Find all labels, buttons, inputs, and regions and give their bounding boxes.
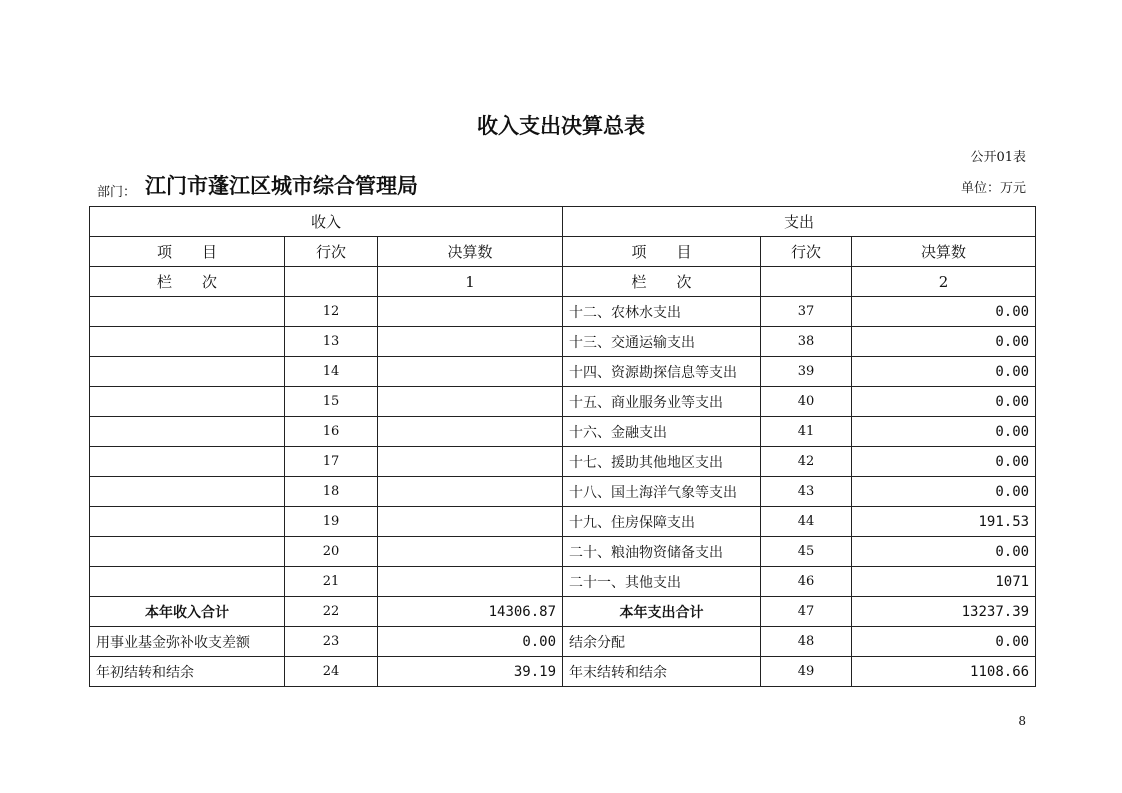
income-item-cell: 年初结转和结余 — [90, 657, 285, 687]
income-item-cell: 用事业基金弥补收支差额 — [90, 627, 285, 657]
income-item-cell — [90, 417, 285, 447]
expense-amount-cell: 1108.66 — [852, 657, 1036, 687]
empty-cell — [761, 267, 852, 297]
income-row-number: 23 — [285, 627, 378, 657]
table-row — [90, 327, 1036, 357]
income-amount-cell — [378, 447, 563, 477]
income-item-cell — [90, 297, 285, 327]
expense-item-cell: 年末结转和结余 — [563, 657, 761, 687]
table-row — [90, 567, 1036, 597]
income-amount-cell — [378, 477, 563, 507]
income-amount-cell — [378, 357, 563, 387]
expense-row-number: 41 — [761, 417, 852, 447]
expense-item-cell: 二十、粮油物资储备支出 — [563, 537, 761, 567]
income-amount-cell: 39.19 — [378, 657, 563, 687]
income-section-header: 收入 — [90, 207, 563, 237]
expense-column-label: 栏 次 — [563, 267, 761, 297]
expense-amount-cell: 0.00 — [852, 357, 1036, 387]
table-row — [90, 597, 1036, 627]
income-amount-header: 决算数 — [378, 237, 563, 267]
expense-amount-cell: 0.00 — [852, 627, 1036, 657]
expense-row-number: 37 — [761, 297, 852, 327]
income-item-cell — [90, 387, 285, 417]
expense-row-number: 43 — [761, 477, 852, 507]
expense-item-cell: 十七、援助其他地区支出 — [563, 447, 761, 477]
table-row — [90, 357, 1036, 387]
income-row-number: 22 — [285, 597, 378, 627]
income-amount-cell: 0.00 — [378, 627, 563, 657]
income-item-cell — [90, 327, 285, 357]
income-item-cell — [90, 477, 285, 507]
expense-item-cell: 结余分配 — [563, 627, 761, 657]
header-row-sections — [90, 207, 1036, 237]
table-row — [90, 627, 1036, 657]
expense-amount-cell: 0.00 — [852, 327, 1036, 357]
header-row-columns — [90, 237, 1036, 267]
income-row-number: 17 — [285, 447, 378, 477]
expense-row-number: 42 — [761, 447, 852, 477]
income-row-no-header: 行次 — [285, 237, 378, 267]
expense-item-cell: 十四、资源勘探信息等支出 — [563, 357, 761, 387]
department-label: 部门： — [97, 185, 137, 200]
expense-row-number: 48 — [761, 627, 852, 657]
page-title: 收入支出决算总表 — [477, 114, 645, 138]
income-item-cell — [90, 447, 285, 477]
table-row — [90, 537, 1036, 567]
income-row-number: 24 — [285, 657, 378, 687]
page-number: 8 — [1018, 714, 1026, 728]
income-row-number: 18 — [285, 477, 378, 507]
expense-amount-cell: 0.00 — [852, 447, 1036, 477]
department-name: 江门市蓬江区城市综合管理局 — [145, 174, 418, 198]
expense-amount-cell: 0.00 — [852, 297, 1036, 327]
income-item-cell: 本年收入合计 — [90, 597, 285, 627]
income-row-number: 13 — [285, 327, 378, 357]
income-item-cell — [90, 537, 285, 567]
expense-row-number: 39 — [761, 357, 852, 387]
income-column-label: 栏 次 — [90, 267, 285, 297]
table-row — [90, 477, 1036, 507]
income-amount-cell — [378, 387, 563, 417]
expense-amount-header: 决算数 — [852, 237, 1036, 267]
expense-item-cell: 二十一、其他支出 — [563, 567, 761, 597]
expense-item-cell: 十九、住房保障支出 — [563, 507, 761, 537]
header-row-column-numbers — [90, 267, 1036, 297]
income-item-header: 项 目 — [90, 237, 285, 267]
table-row — [90, 387, 1036, 417]
expense-amount-cell: 191.53 — [852, 507, 1036, 537]
expense-item-cell: 本年支出合计 — [563, 597, 761, 627]
income-item-cell — [90, 507, 285, 537]
income-row-number: 12 — [285, 297, 378, 327]
income-row-number: 15 — [285, 387, 378, 417]
income-amount-cell — [378, 417, 563, 447]
income-column-number: 1 — [378, 267, 563, 297]
income-amount-cell — [378, 537, 563, 567]
expense-amount-cell: 1071 — [852, 567, 1036, 597]
budget-summary-table — [89, 206, 1036, 687]
expense-row-number: 44 — [761, 507, 852, 537]
expense-row-number: 45 — [761, 537, 852, 567]
income-row-number: 20 — [285, 537, 378, 567]
expense-column-number: 2 — [852, 267, 1036, 297]
income-row-number: 19 — [285, 507, 378, 537]
income-row-number: 16 — [285, 417, 378, 447]
expense-row-number: 47 — [761, 597, 852, 627]
expense-row-number: 38 — [761, 327, 852, 357]
form-code: 公开01表 — [970, 150, 1026, 165]
expense-amount-cell: 0.00 — [852, 387, 1036, 417]
expense-amount-cell: 13237.39 — [852, 597, 1036, 627]
expense-item-cell: 十三、交通运输支出 — [563, 327, 761, 357]
empty-cell — [285, 267, 378, 297]
income-row-number: 21 — [285, 567, 378, 597]
table-row — [90, 297, 1036, 327]
income-amount-cell — [378, 567, 563, 597]
expense-row-no-header: 行次 — [761, 237, 852, 267]
table-row — [90, 447, 1036, 477]
expense-amount-cell: 0.00 — [852, 477, 1036, 507]
unit-label: 单位：万元 — [960, 181, 1026, 196]
expense-section-header: 支出 — [563, 207, 1036, 237]
income-amount-cell: 14306.87 — [378, 597, 563, 627]
expense-row-number: 40 — [761, 387, 852, 417]
table-row — [90, 507, 1036, 537]
expense-item-cell: 十八、国土海洋气象等支出 — [563, 477, 761, 507]
expense-item-cell: 十六、金融支出 — [563, 417, 761, 447]
expense-amount-cell: 0.00 — [852, 417, 1036, 447]
income-item-cell — [90, 357, 285, 387]
income-row-number: 14 — [285, 357, 378, 387]
expense-item-header: 项 目 — [563, 237, 761, 267]
table-row — [90, 417, 1036, 447]
expense-row-number: 49 — [761, 657, 852, 687]
income-amount-cell — [378, 297, 563, 327]
expense-item-cell: 十五、商业服务业等支出 — [563, 387, 761, 417]
expense-row-number: 46 — [761, 567, 852, 597]
expense-item-cell: 十二、农林水支出 — [563, 297, 761, 327]
income-amount-cell — [378, 507, 563, 537]
income-item-cell — [90, 567, 285, 597]
table-row — [90, 657, 1036, 687]
expense-amount-cell: 0.00 — [852, 537, 1036, 567]
income-amount-cell — [378, 327, 563, 357]
